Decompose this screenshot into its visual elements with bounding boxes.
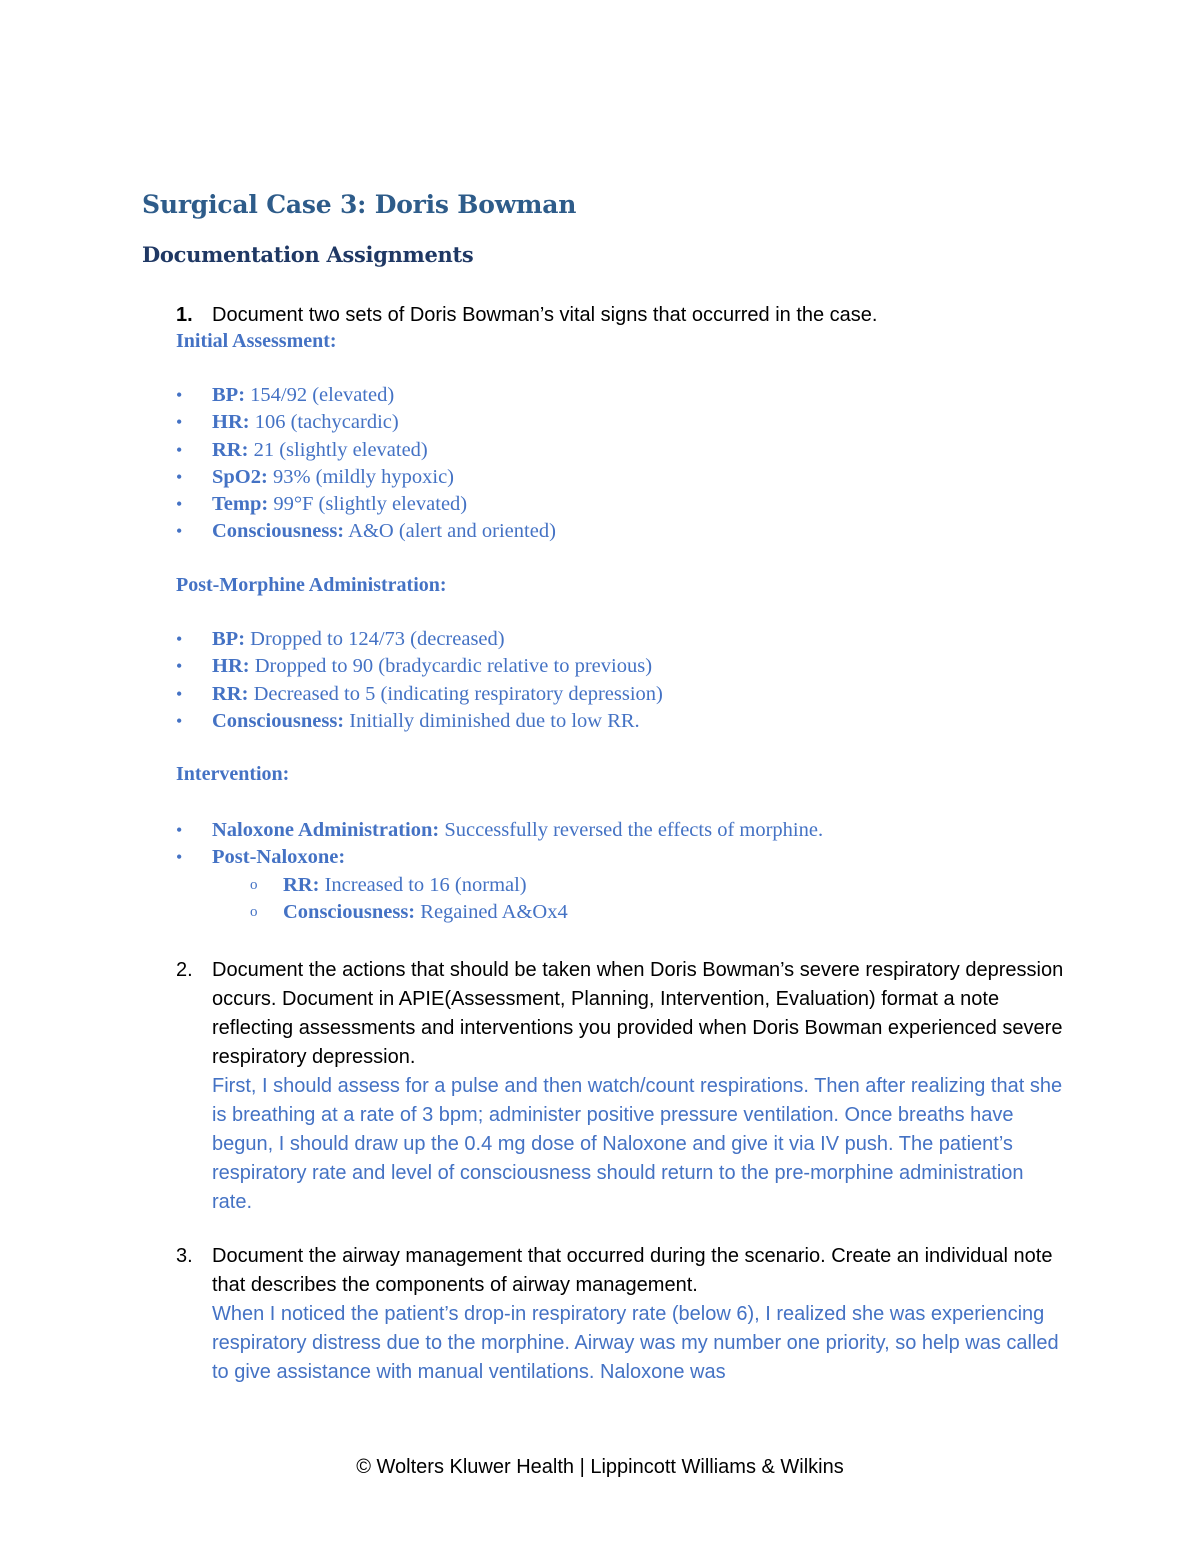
list-item: • Post-Naloxone: (176, 844, 823, 871)
bullet-icon: • (176, 521, 183, 542)
answer-text: First, I should assess for a pulse and then watch/count respirations. Then after realizing that she is breathing at a rate of 3 bpm; administer positive pressure ventilation. Once breaths have begun, I should draw up the 0.4 mg dose of Naloxone and give it via IV push. The patient’s respiratory rate and level of consciousness should return to the pre-morphine administration rate. (212, 1075, 1063, 1213)
list-item: • SpO2: 93% (mildly hypoxic) (176, 464, 556, 491)
list-item: • Consciousness: Initially diminished due to low RR. (176, 708, 663, 735)
sub-list-container (176, 872, 823, 923)
question-text: Document two sets of Doris Bowman’s vital signs that occurred in the case. (212, 304, 878, 326)
list-item: • BP: Dropped to 124/73 (decreased) (176, 626, 663, 653)
list-item: • Consciousness: A&O (alert and oriented) (176, 518, 556, 545)
bullet-icon: • (176, 439, 183, 460)
document-title: Surgical Case 3: Doris Bowman (142, 190, 577, 219)
sub-list-item: o Consciousness: Regained A&Ox4 (176, 899, 823, 926)
question-number: 2. (176, 959, 193, 981)
bullet-icon: • (176, 385, 183, 405)
circle-bullet-icon: o (250, 903, 258, 920)
bullet-icon: • (176, 629, 183, 649)
post-morphine-list (176, 626, 663, 735)
question-text: Document the airway management that occurred during the scenario. Create an individual note that describes the components of airway management. (212, 1245, 1053, 1296)
post-naloxone-sublist (176, 872, 823, 927)
bullet-icon: • (176, 656, 183, 677)
bullet-icon: • (176, 494, 183, 515)
list-item: • HR: 106 (tachycardic) (176, 409, 556, 436)
question-number: 3. (176, 1245, 193, 1267)
question-3 (176, 1242, 1066, 1387)
question-number: 1. (176, 304, 193, 326)
intervention-heading: Intervention: (176, 763, 290, 785)
bullet-icon: • (176, 847, 183, 868)
list-item: • Temp: 99°F (slightly elevated) (176, 491, 556, 518)
initial-assessment-heading: Initial Assessment: (176, 330, 337, 352)
question-2 (176, 956, 1066, 1217)
list-item: • RR: Decreased to 5 (indicating respiratory depression) (176, 681, 663, 708)
sub-list-item: o RR: Increased to 16 (normal) (176, 872, 823, 899)
section-title: Documentation Assignments (142, 242, 474, 267)
bullet-icon: • (176, 710, 183, 731)
bullet-icon: • (176, 412, 183, 433)
list-item: • HR: Dropped to 90 (bradycardic relative to previous) (176, 653, 663, 680)
intervention-list (176, 817, 824, 923)
list-item: • RR: 21 (slightly elevated) (176, 437, 556, 464)
post-morphine-heading: Post-Morphine Administration: (176, 574, 447, 596)
bullet-icon: • (176, 466, 183, 487)
list-item: • BP: 154/92 (elevated) (176, 382, 556, 409)
bullet-icon: • (176, 820, 183, 840)
question-1 (176, 301, 1066, 330)
answer-text: When I noticed the patient’s drop-in respiratory rate (below 6), I realized she was experiencing respiratory distress due to the morphine. Airway was my number one priority, so help was called to give assistance with manual ventilations. Naloxone was (212, 1303, 1059, 1383)
initial-assessment-list (176, 382, 556, 546)
bullet-icon: • (176, 683, 183, 704)
question-text: Document the actions that should be taken when Doris Bowman’s severe respiratory depression occurs. Document in APIE(Assessment, Planning, Intervention, Evaluation) format a note reflecting assessments and interventions you provided when Doris Bowman experienced severe respiratory depression. (212, 959, 1064, 1068)
page-footer: © Wolters Kluwer Health | Lippincott Williams & Wilkins (356, 1456, 844, 1478)
list-item: • Naloxone Administration: Successfully reversed the effects of morphine. (176, 817, 823, 844)
circle-bullet-icon: o (250, 876, 258, 893)
